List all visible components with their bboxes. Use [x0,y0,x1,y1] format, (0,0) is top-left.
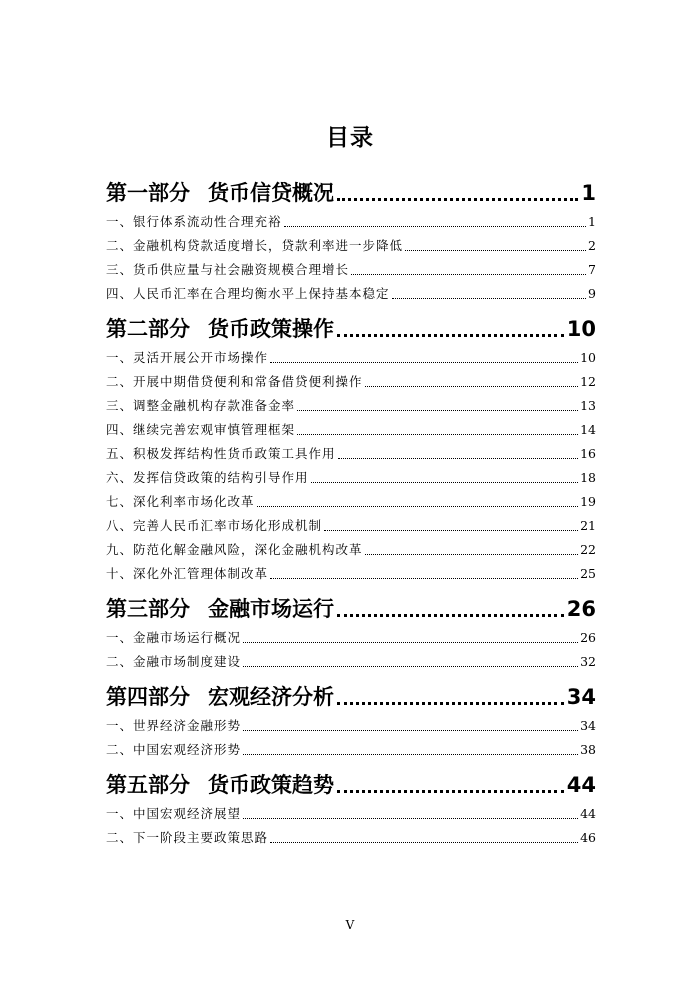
toc-part-title: 货币信贷概况 [208,181,334,205]
toc-section-entry[interactable] [106,822,596,846]
toc-dot-leader [365,386,579,387]
toc-section-entry[interactable] [106,462,596,486]
toc-section-entry[interactable] [106,534,596,558]
toc-page-number: 34 [580,718,596,733]
toc-section-title: 二、开展中期借贷便利和常备借贷便利操作 [106,374,363,389]
toc-section-title: 五、积极发挥结构性货币政策工具作用 [106,446,336,461]
toc-page-number: 9 [588,286,596,301]
toc-dot-leader [337,702,564,705]
toc-dot-leader [257,506,579,507]
toc-dot-leader [297,410,578,411]
toc-section-entry[interactable] [106,622,596,646]
toc-part-number: 第二部分 [106,317,190,341]
toc-dot-leader [392,298,587,299]
toc-section-title: 二、金融机构贷款适度增长，贷款利率进一步降低 [106,238,404,253]
toc-section-title: 一、世界经济金融形势 [106,718,242,733]
toc-dot-leader [324,530,578,531]
toc-page-number: 1 [588,214,596,229]
toc-page-number: 12 [580,374,596,389]
toc-section-entry[interactable] [106,254,596,278]
toc-section-title: 一、灵活开展公开市场操作 [106,350,269,365]
toc-page-number: 44 [580,806,596,821]
toc-part-label [106,772,334,798]
toc-page-number: 16 [580,446,596,461]
toc-part-entry[interactable] [106,674,596,710]
toc-section-title: 十、深化外汇管理体制改革 [106,566,269,581]
toc-page-number: 44 [566,773,596,797]
toc-section-title: 八、完善人民币汇率市场化形成机制 [106,518,323,533]
toc-dot-leader [243,666,578,667]
toc-dot-leader [270,362,578,363]
toc-dot-leader [337,790,564,793]
toc-page-number: 2 [588,238,596,253]
toc-section-title: 九、防范化解金融风险，深化金融机构改革 [106,542,363,557]
toc-dot-leader [337,198,578,201]
table-of-contents [106,170,596,846]
toc-section-title: 六、发挥信贷政策的结构引导作用 [106,470,309,485]
toc-section-title: 一、银行体系流动性合理充裕 [106,214,282,229]
toc-page-number: 26 [580,630,596,645]
toc-section-title: 四、人民币汇率在合理均衡水平上保持基本稳定 [106,286,390,301]
toc-part-number: 第四部分 [106,685,190,709]
toc-dot-leader [405,250,586,251]
toc-page-number: 26 [566,597,596,621]
toc-section-title: 三、调整金融机构存款准备金率 [106,398,296,413]
toc-page-number: 21 [580,518,596,533]
toc-part-title: 金融市场运行 [208,597,334,621]
toc-section-entry[interactable] [106,230,596,254]
toc-page-number: 1 [581,181,596,205]
toc-page-number: 25 [580,566,596,581]
toc-section-entry[interactable] [106,414,596,438]
toc-section-entry[interactable] [106,798,596,822]
toc-page-number: 38 [580,742,596,757]
toc-dot-leader [243,818,578,819]
toc-section-title: 二、金融市场制度建设 [106,654,242,669]
toc-page-number: 7 [588,262,596,277]
toc-section-entry[interactable] [106,206,596,230]
toc-dot-leader [337,334,564,337]
toc-part-number: 第三部分 [106,597,190,621]
toc-part-title: 货币政策操作 [208,317,334,341]
toc-page-number: 13 [580,398,596,413]
toc-part-entry[interactable] [106,170,596,206]
toc-part-label [106,596,334,622]
toc-dot-leader [351,274,586,275]
toc-section-title: 二、下一阶段主要政策思路 [106,830,269,845]
toc-page-number: 34 [566,685,596,709]
toc-section-entry[interactable] [106,342,596,366]
toc-part-label [106,316,334,342]
toc-page-number: 10 [580,350,596,365]
toc-section-title: 一、中国宏观经济展望 [106,806,242,821]
toc-section-entry[interactable] [106,510,596,534]
toc-dot-leader [311,482,579,483]
toc-section-title: 二、中国宏观经济形势 [106,742,242,757]
toc-section-title: 四、继续完善宏观审慎管理框架 [106,422,296,437]
toc-section-entry[interactable] [106,558,596,582]
toc-section-title: 三、货币供应量与社会融资规模合理增长 [106,262,350,277]
toc-section-entry[interactable] [106,278,596,302]
toc-dot-leader [270,842,578,843]
toc-part-label [106,684,334,710]
toc-dot-leader [270,578,578,579]
toc-section-title: 七、深化利率市场化改革 [106,494,255,509]
toc-page-number: 22 [580,542,596,557]
toc-part-entry[interactable] [106,306,596,342]
toc-section-entry[interactable] [106,646,596,670]
toc-section-entry[interactable] [106,486,596,510]
toc-dot-leader [338,458,579,459]
toc-section-entry[interactable] [106,366,596,390]
toc-dot-leader [243,730,578,731]
toc-page-number: 10 [566,317,596,341]
toc-dot-leader [243,754,578,755]
toc-section-entry[interactable] [106,734,596,758]
toc-page-number: 18 [580,470,596,485]
toc-dot-leader [297,434,578,435]
toc-part-number: 第五部分 [106,773,190,797]
toc-part-title: 宏观经济分析 [208,685,334,709]
toc-section-entry[interactable] [106,438,596,462]
toc-page-number: 14 [580,422,596,437]
toc-part-entry[interactable] [106,762,596,798]
toc-part-title: 货币政策趋势 [208,773,334,797]
page-title: 目录 [326,125,374,151]
toc-page-number: 32 [580,654,596,669]
toc-dot-leader [243,642,578,643]
toc-section-entry[interactable] [106,710,596,734]
toc-part-number: 第一部分 [106,181,190,205]
toc-dot-leader [365,554,579,555]
toc-page-number: 19 [580,494,596,509]
toc-part-label [106,180,334,206]
toc-part-entry[interactable] [106,586,596,622]
toc-page-number: 46 [580,830,596,845]
toc-dot-leader [284,226,587,227]
toc-section-entry[interactable] [106,390,596,414]
toc-section-title: 一、金融市场运行概况 [106,630,242,645]
toc-dot-leader [337,614,564,617]
page-number: V [345,918,355,932]
